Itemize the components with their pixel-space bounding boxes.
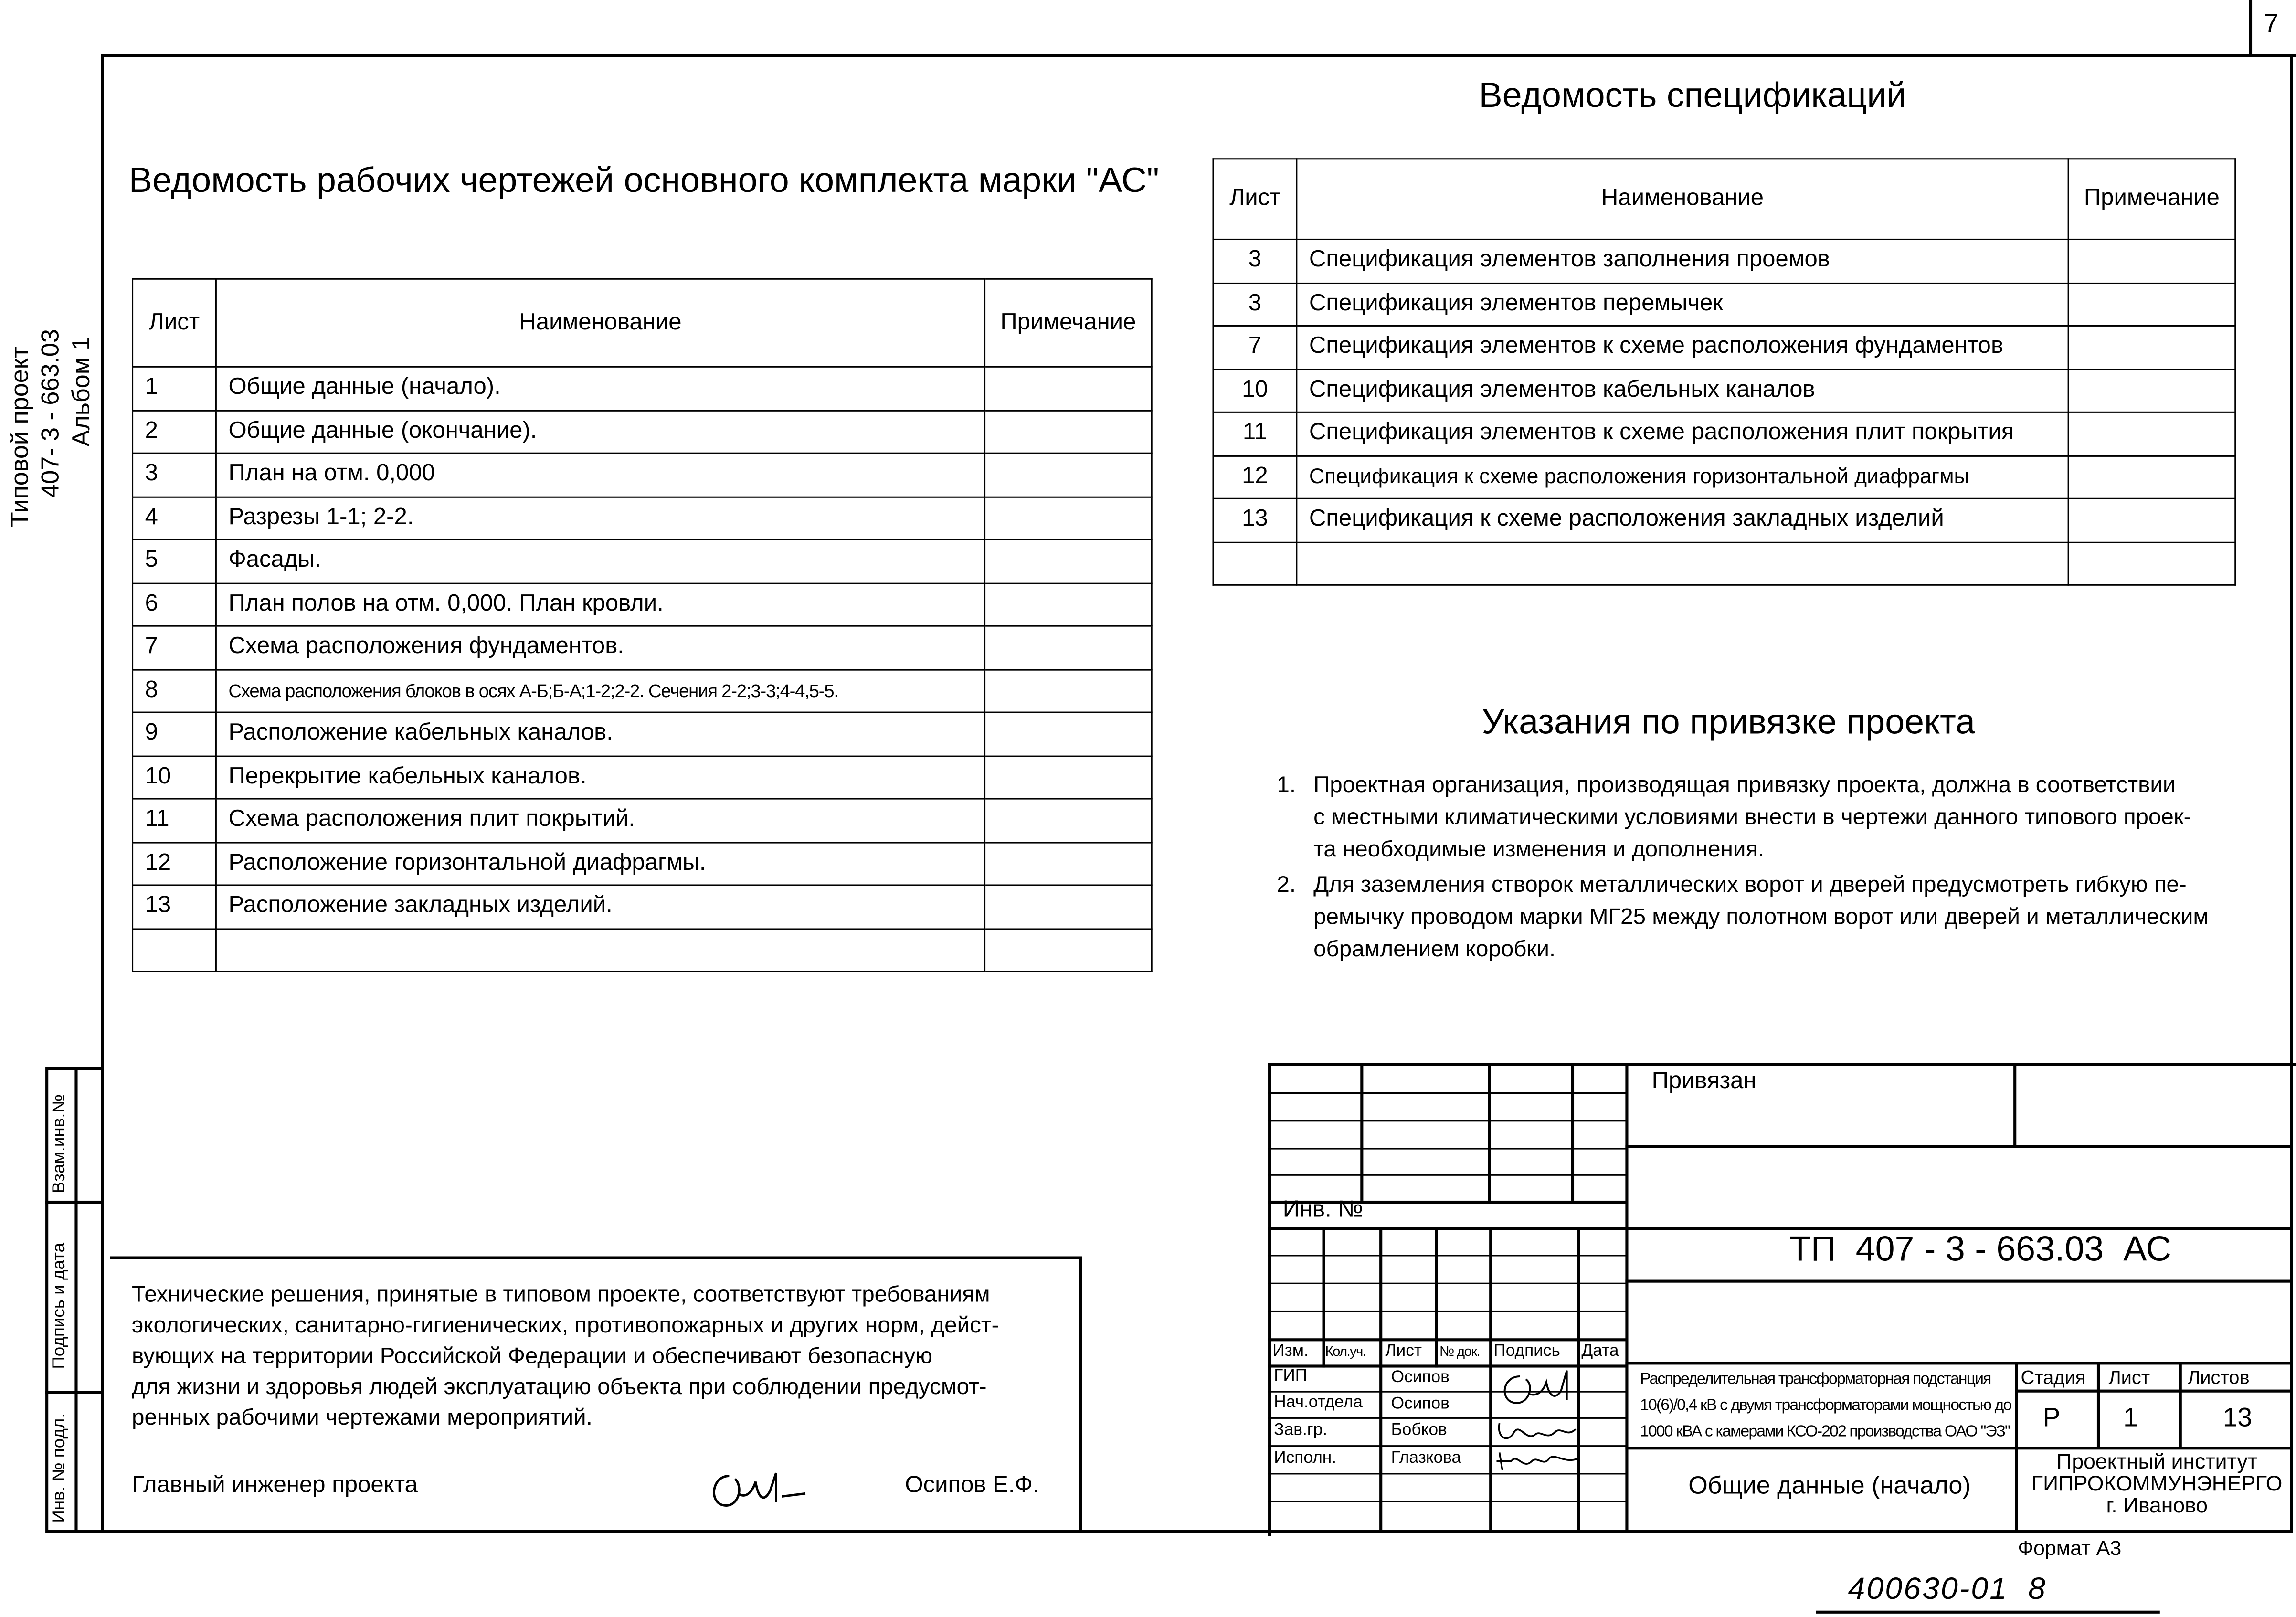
inv-no-label: Инв. №	[1282, 1197, 1364, 1223]
table-row	[133, 842, 1152, 885]
sheets-value: 13	[2222, 1403, 2253, 1432]
format-label: Формат А3	[2018, 1536, 2122, 1560]
note-line: Технические решения, принятые в типовом проекте, соответствуют требованиям	[132, 1282, 990, 1308]
table-row	[1213, 498, 2235, 541]
row-note	[2068, 412, 2235, 455]
tb-hline	[1625, 1447, 2293, 1449]
row-note	[2068, 369, 2235, 412]
row-name	[1297, 542, 2068, 585]
stage-value: Р	[2042, 1403, 2061, 1432]
tb-hline	[1268, 1120, 1628, 1121]
note-line: экологических, санитарно-гигиенических, противопожарных и других норм, дейст-	[132, 1313, 999, 1339]
table-row	[133, 756, 1152, 799]
chief-engineer-name: Осипов Е.Ф.	[905, 1473, 1039, 1498]
instructions-title: Указания по привязке проекта	[1481, 703, 1975, 742]
label-podpis-data: Подпись и дата	[48, 1242, 69, 1369]
tb-vline	[1489, 1227, 1492, 1530]
row-sheet: 12	[133, 842, 216, 885]
row-note	[985, 583, 1152, 626]
tb-vline	[1323, 1227, 1325, 1367]
row-sheet: 1	[133, 367, 216, 410]
signature-ispoln	[1493, 1444, 1584, 1476]
item-number: 1.	[1277, 773, 1296, 798]
row-sheet: 7	[133, 626, 216, 669]
tb-vline	[1360, 1063, 1363, 1201]
specs-header-row	[1213, 159, 2235, 240]
row-name: Общие данные (окончание).	[216, 410, 984, 453]
tb-vline	[2179, 1362, 2181, 1447]
item-line: с местными климатическими условиями внести в чертежи данного типового проек-	[1313, 805, 2191, 830]
item-line: обрамлением коробки.	[1313, 937, 1556, 962]
table-row	[1213, 455, 2235, 498]
object-line: Распределительная трансформаторная подстанция	[1640, 1370, 1991, 1388]
row-note	[985, 669, 1152, 712]
tb-vline	[2097, 1362, 2099, 1447]
row-sheet: 13	[1213, 498, 1297, 541]
row-name: Спецификация элементов к схеме расположения фундаментов	[1297, 326, 2068, 369]
col-name: Наименование	[216, 279, 984, 367]
note-line: вующих на территории Российской Федерации и обеспечивают безопасную	[132, 1344, 933, 1369]
row-name: Спецификация элементов перемычек	[1297, 283, 2068, 326]
row-name: Схема расположения плит покрытий.	[216, 799, 984, 842]
sheet-number: 7	[2264, 9, 2279, 38]
tb-vline	[1625, 1063, 1628, 1533]
row-note	[985, 928, 1152, 971]
org-line: г. Иваново	[2106, 1495, 2208, 1519]
row-sheet: 2	[133, 410, 216, 453]
col-data: Дата	[1581, 1342, 1619, 1361]
row-note	[985, 712, 1152, 755]
row-name: Спецификация элементов заполнения проемов	[1297, 239, 2068, 282]
tb-hline	[1625, 1145, 2293, 1147]
tb-hline	[1268, 1148, 1628, 1150]
table-row	[1213, 542, 2235, 585]
tb-hline	[1625, 1280, 2293, 1283]
object-line: 10(6)/0,4 кВ с двумя трансформаторами мощностью до	[1640, 1396, 2011, 1415]
row-note	[985, 842, 1152, 885]
row-name: Схема расположения блоков в осях А-Б;Б-А;1-2;2-2. Сечения 2-2;3-3;4-4,5-5.	[216, 669, 984, 712]
table-row	[1213, 239, 2235, 282]
signature-chief	[703, 1461, 813, 1517]
row-name: План на отм. 0,000	[216, 453, 984, 496]
row-note	[2068, 326, 2235, 369]
left-strip-divider	[74, 1067, 77, 1533]
tb-vline	[1571, 1063, 1574, 1201]
specs-title: Ведомость спецификаций	[1479, 76, 1906, 116]
row-sheet: 3	[133, 453, 216, 496]
name-ispoln: Глазкова	[1391, 1449, 1461, 1468]
note-text	[132, 1280, 999, 1434]
row-name: Спецификация элементов кабельных каналов	[1297, 369, 2068, 412]
col-ndok: № док.	[1439, 1344, 1480, 1361]
row-sheet: 11	[133, 799, 216, 842]
table-row	[1213, 283, 2235, 326]
note-line: ренных рабочими чертежами мероприятий.	[132, 1406, 593, 1431]
row-name: Спецификация к схеме расположения горизонтальной диафрагмы	[1297, 455, 2068, 498]
table-row	[133, 669, 1152, 712]
row-name: Спецификация к схеме расположения закладных изделий	[1297, 498, 2068, 541]
tb-hline	[1268, 1092, 1628, 1094]
row-sheet	[133, 928, 216, 971]
row-sheet: 9	[133, 712, 216, 755]
col-podpis: Подпись	[1493, 1342, 1560, 1361]
tb-vline	[1379, 1227, 1382, 1530]
table-row	[133, 626, 1152, 669]
row-note	[2068, 498, 2235, 541]
table-row	[133, 410, 1152, 453]
org-line: Проектный институт	[2056, 1451, 2257, 1475]
row-sheet: 5	[133, 539, 216, 582]
row-sheet: 12	[1213, 455, 1297, 498]
row-sheet: 13	[133, 885, 216, 928]
organization	[2021, 1452, 2293, 1518]
side-label-line3: Альбом 1	[67, 336, 95, 447]
table-row	[1213, 326, 2235, 369]
row-note	[985, 885, 1152, 928]
role-nach: Нач.отдела	[1274, 1394, 1363, 1412]
tb-hline	[1268, 1174, 1628, 1176]
privyazan-label: Привязан	[1651, 1068, 1756, 1094]
item-line: Проектная организация, производящая привязку проекта, должна в соответствии	[1313, 773, 2176, 798]
col-note: Примечание	[2068, 159, 2235, 240]
left-strip-sep2	[45, 1391, 104, 1394]
row-name: Расположение закладных изделий.	[216, 885, 984, 928]
row-note	[2068, 542, 2235, 585]
row-sheet: 3	[1213, 283, 1297, 326]
chief-engineer-label: Главный инженер проекта	[132, 1473, 418, 1498]
row-note	[2068, 283, 2235, 326]
sheet-title: Общие данные (начало)	[1688, 1471, 1971, 1500]
table-row	[1213, 412, 2235, 455]
table-row	[133, 497, 1152, 539]
row-name: Общие данные (начало).	[216, 367, 984, 410]
sheet-label: Лист	[2108, 1366, 2150, 1388]
row-note	[985, 410, 1152, 453]
row-note	[985, 453, 1152, 496]
tb-vline	[1435, 1227, 1438, 1367]
signature-gip	[1496, 1368, 1578, 1417]
handwritten-underline	[1816, 1611, 2160, 1613]
side-label-line1: Типовой проект	[6, 346, 34, 528]
row-name: Расположение кабельных каналов.	[216, 712, 984, 755]
table-row	[133, 799, 1152, 842]
row-name: Фасады.	[216, 539, 984, 582]
row-name: План полов на отм. 0,000. План кровли.	[216, 583, 984, 626]
specs-table	[1212, 158, 2236, 586]
drawings-title: Ведомость рабочих чертежей основного комплекта марки "АС"	[128, 161, 1159, 201]
row-sheet: 10	[133, 756, 216, 799]
col-list: Лист	[1385, 1342, 1422, 1361]
row-name: Схема расположения фундаментов.	[216, 626, 984, 669]
row-name: Расположение горизонтальной диафрагмы.	[216, 842, 984, 885]
tb-vline	[1488, 1063, 1490, 1201]
tb-vline	[2013, 1063, 2016, 1147]
row-note	[985, 497, 1152, 539]
role-ispoln: Исполн.	[1274, 1449, 1337, 1468]
sheet-value: 1	[2123, 1403, 2138, 1432]
row-sheet: 11	[1213, 412, 1297, 455]
table-row	[1213, 369, 2235, 412]
frame-top	[101, 54, 2251, 57]
row-note	[2068, 239, 2235, 282]
drawings-header-row	[133, 279, 1152, 367]
table-row	[133, 928, 1152, 971]
row-note	[985, 367, 1152, 410]
tb-hline	[2015, 1390, 2293, 1392]
org-line: ГИПРОКОММУНЭНЕРГО	[2031, 1473, 2283, 1497]
table-row	[133, 453, 1152, 496]
row-name	[216, 928, 984, 971]
table-row	[133, 367, 1152, 410]
object-description	[1640, 1366, 2011, 1446]
note-line: для жизни и здоровья людей эксплуатацию объекта при соблюдении предусмот-	[132, 1374, 987, 1400]
row-sheet: 8	[133, 669, 216, 712]
item-line: та необходимые изменения и дополнения.	[1313, 837, 1765, 863]
row-sheet	[1213, 542, 1297, 585]
item-number: 2.	[1277, 872, 1296, 898]
label-inv-podl: Инв. № подл.	[48, 1413, 69, 1523]
col-name: Наименование	[1297, 159, 2068, 240]
object-line: 1000 кВА с камерами КСО-202 производства ОАО "ЭЗ"	[1640, 1423, 2010, 1441]
row-sheet: 4	[133, 497, 216, 539]
tb-hline	[1268, 1501, 1628, 1502]
table-row	[133, 539, 1152, 582]
row-sheet: 7	[1213, 326, 1297, 369]
row-note	[985, 626, 1152, 669]
role-zav: Зав.гр.	[1274, 1422, 1328, 1439]
row-note	[985, 799, 1152, 842]
label-vzam-inv: Взам.инв.№	[48, 1094, 69, 1194]
name-nach: Осипов	[1391, 1395, 1450, 1413]
col-koluch: Кол.уч.	[1325, 1344, 1366, 1361]
row-sheet: 6	[133, 583, 216, 626]
item-line: ремычку проводом марки МГ25 между полотном ворот или дверей и металлическим	[1313, 905, 2209, 930]
item-line: Для заземления створок металлических ворот и дверей предусмотреть гибкую пе-	[1313, 872, 2187, 898]
col-sheet: Лист	[133, 279, 216, 367]
row-name: Перекрытие кабельных каналов.	[216, 756, 984, 799]
tb-hline	[1625, 1362, 2293, 1364]
table-row	[133, 712, 1152, 755]
document-code: ТП 407 - 3 - 663.03 АС	[1789, 1230, 2171, 1270]
row-name: Спецификация элементов к схеме расположения плит покрытия	[1297, 412, 2068, 455]
side-label-line2: 407- 3 - 663.03	[36, 329, 64, 498]
name-gip: Осипов	[1391, 1369, 1450, 1387]
row-sheet: 3	[1213, 239, 1297, 282]
role-gip: ГИП	[1274, 1367, 1308, 1385]
col-izm: Изм.	[1272, 1342, 1309, 1361]
sheets-label: Листов	[2188, 1366, 2250, 1388]
handwritten-number: 400630-01 8	[1848, 1572, 2047, 1606]
stage-label: Стадия	[2021, 1366, 2086, 1388]
row-sheet: 10	[1213, 369, 1297, 412]
col-sheet: Лист	[1213, 159, 1297, 240]
row-note	[985, 756, 1152, 799]
name-zav: Бобков	[1391, 1422, 1447, 1439]
left-strip-sep1	[45, 1201, 104, 1204]
row-note	[2068, 455, 2235, 498]
table-row	[133, 885, 1152, 928]
col-note: Примечание	[985, 279, 1152, 367]
row-note	[985, 539, 1152, 582]
row-name: Разрезы 1-1; 2-2.	[216, 497, 984, 539]
drawings-table	[132, 278, 1153, 972]
table-row	[133, 583, 1152, 626]
